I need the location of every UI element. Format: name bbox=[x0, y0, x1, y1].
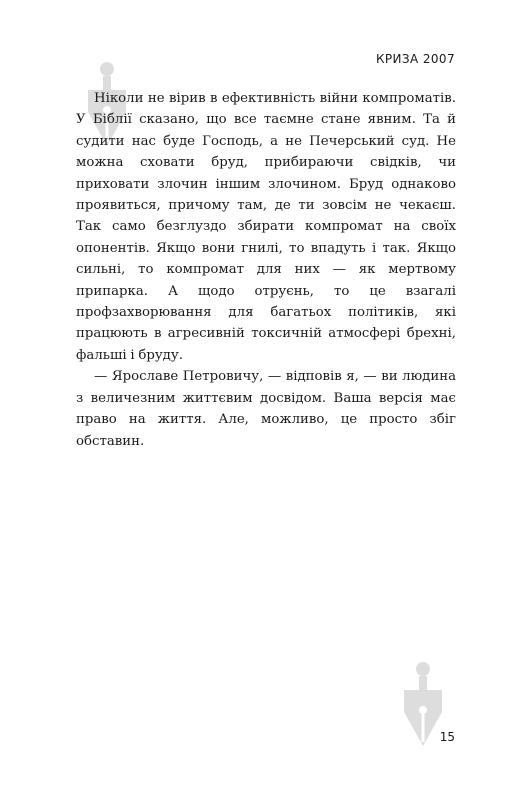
page-number: 15 bbox=[439, 730, 455, 744]
body-text bbox=[76, 88, 456, 452]
paragraph: Ніколи не вірив в ефективність війни компроматів. У Біблії сказано, що все таємне стане явним. Та й судити нас буде Господь, а не Печерський суд. Не можна сховати бруд, прибираючи свідків, чи приховати злочин іншим злочином. Бруд однаково проявиться, причому там, де ти зовсім не чекаєш. Так само безглуздо збирати компромат на своїх опонентів. Якщо вони гнилі, то впадуть і так. Якщо сильні, то компромат для них — як мертвому припарка. А щодо отруєнь, то це взагалі профзахворювання для багатьох політиків, які працюють в агресивній токсичній атмосфері брехні, фальші і бруду. bbox=[76, 91, 456, 363]
running-head: КРИЗА 2007 bbox=[376, 52, 455, 66]
paragraph: — Ярославе Петровичу, — відповів я, — ви людина з величезним життєвим досвідом. Ваша версія має право на життя. Але, можливо, це просто збіг обставин. bbox=[76, 369, 456, 449]
